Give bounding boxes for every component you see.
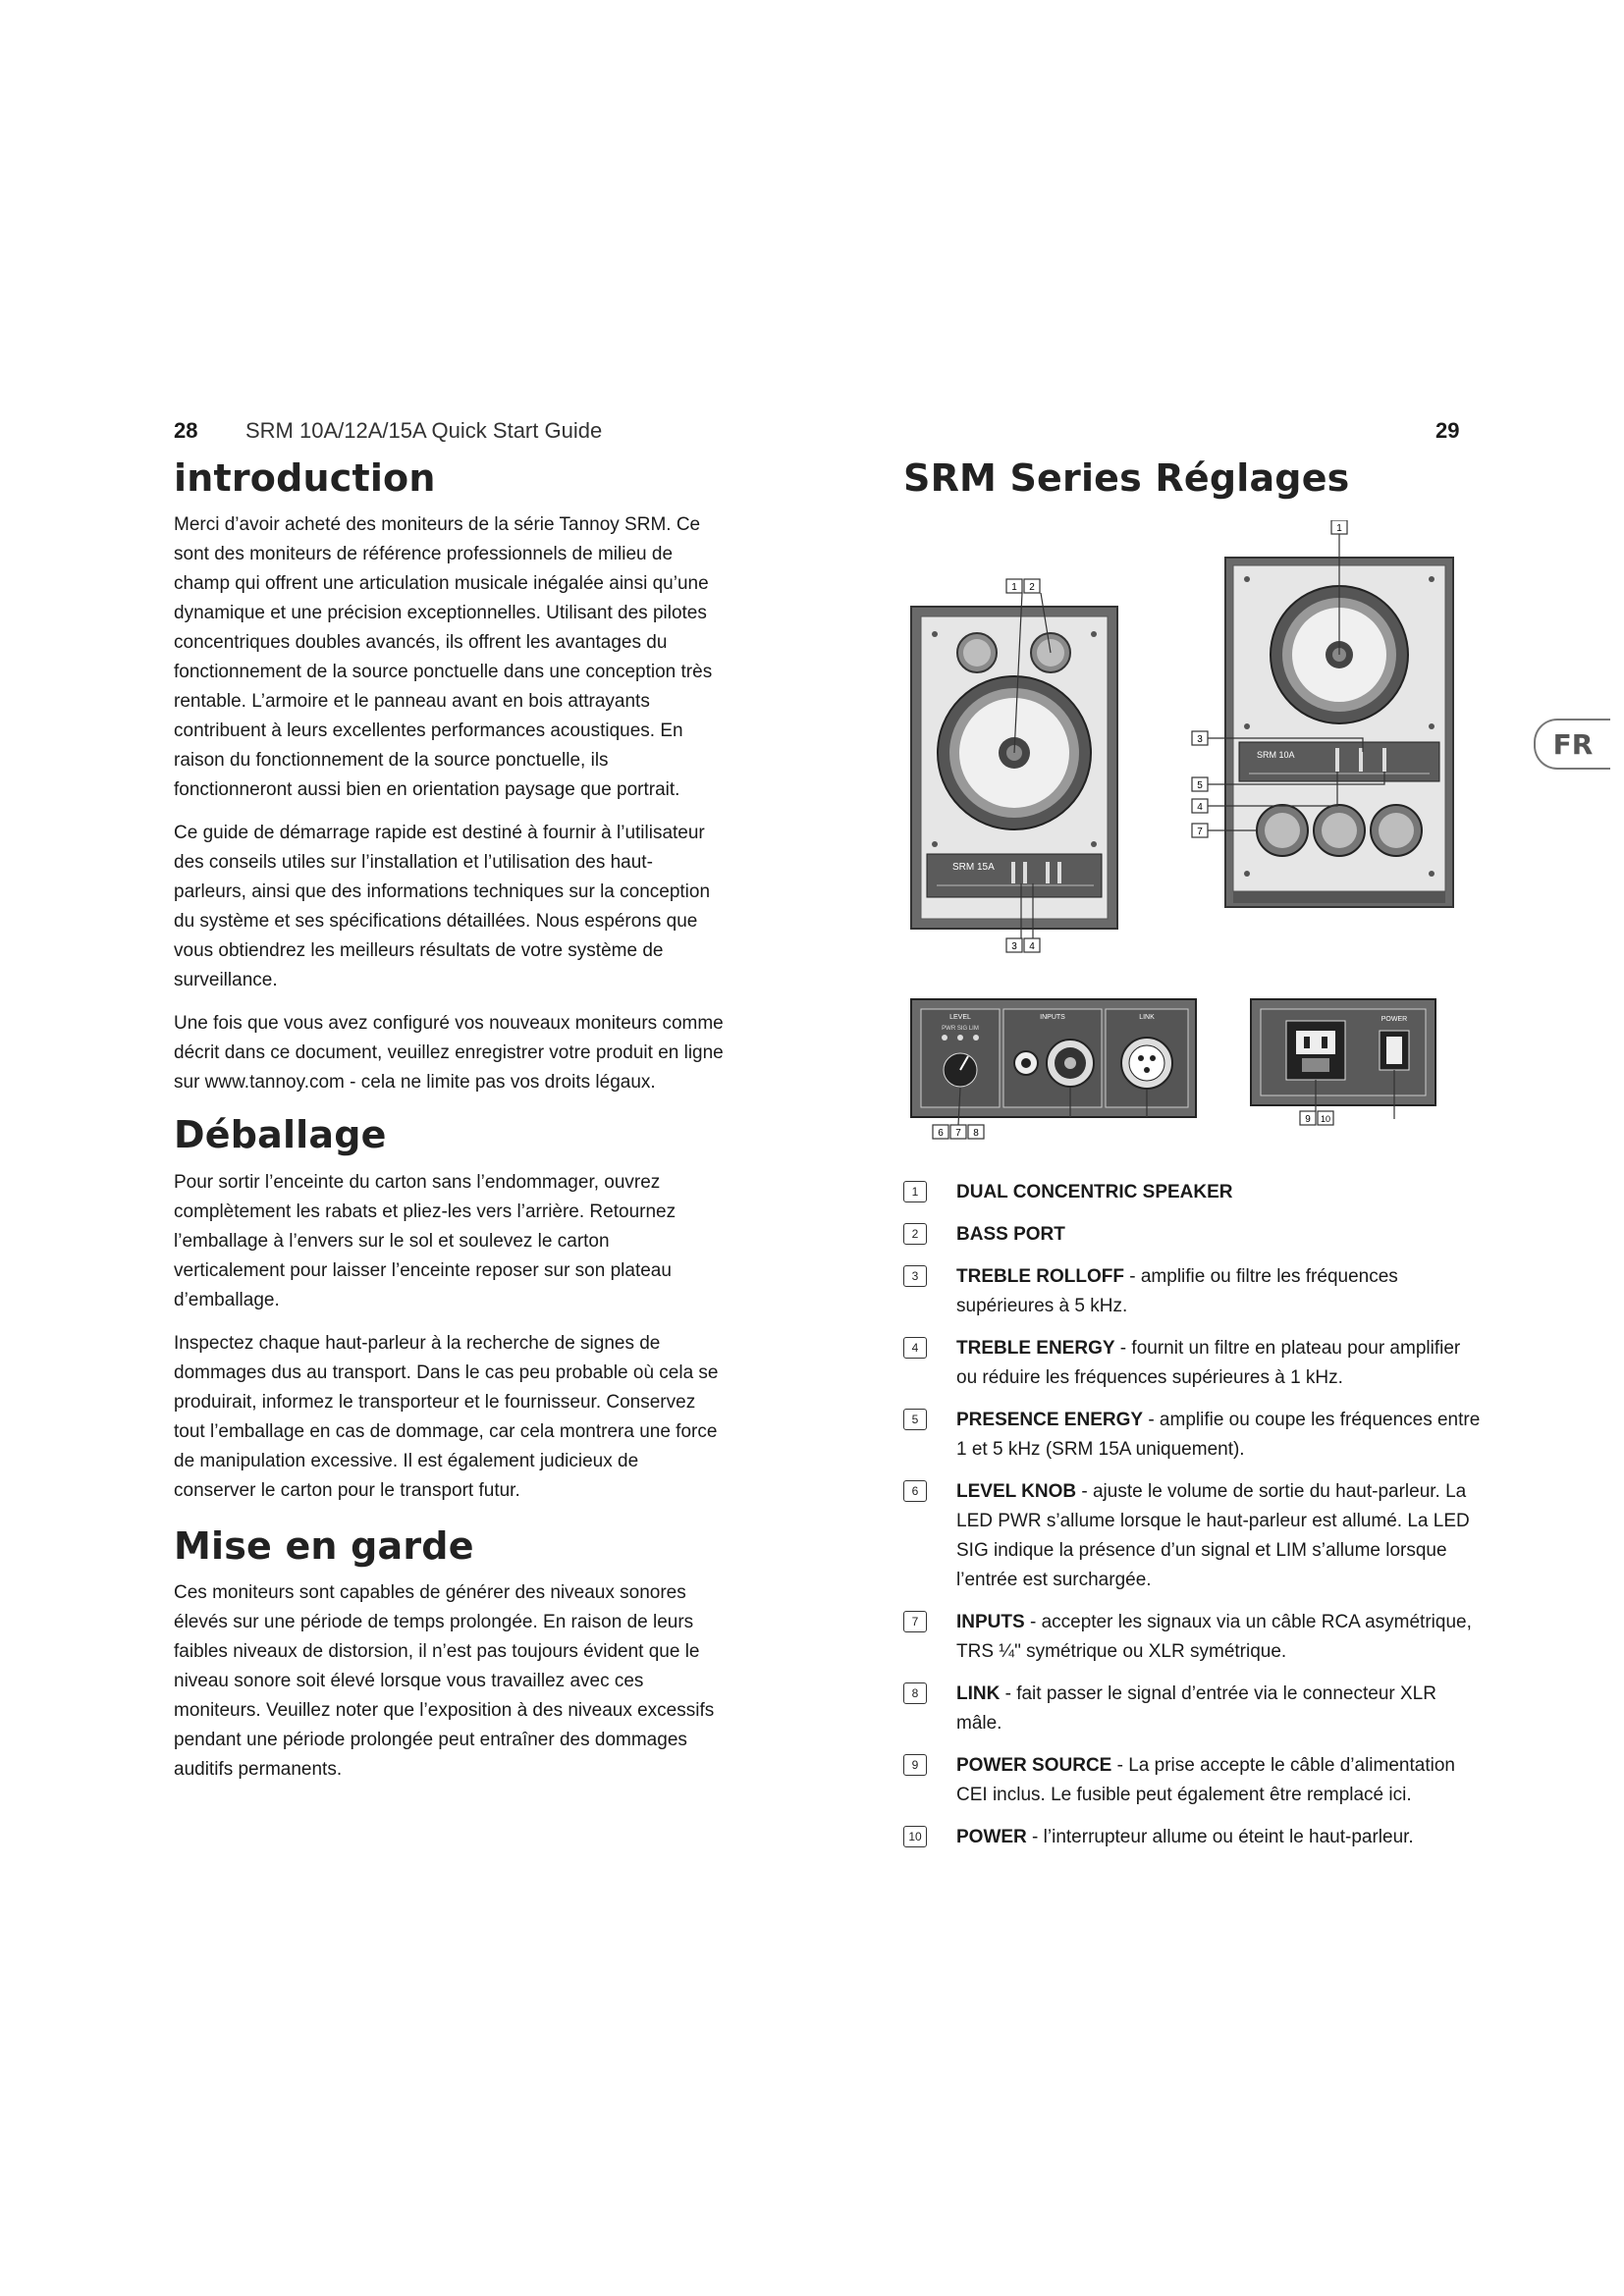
reglages-heading: SRM Series Réglages bbox=[903, 456, 1350, 500]
legend-description: - La prise accepte le câble d’alimentation CEI inclus. Le fusible peut également être remplacé ici. bbox=[956, 1755, 1455, 1805]
mise-en-garde-body bbox=[174, 1578, 724, 1785]
deballage-heading: Déballage bbox=[174, 1113, 387, 1156]
legend-item bbox=[903, 1680, 1483, 1738]
left-page-number: 28 bbox=[174, 418, 198, 443]
deballage-paragraph: Inspectez chaque haut-parleur à la recherche de signes de dommages dus au transport. Dans le cas peu probable où cela se produirait, informez le transporteur et le fournisseur. Conservez tout l’emballage en cas de dommage, car cela montrera une force de manipulation excessive. Il est également judicieux de conserver le carton pour le transport futur. bbox=[174, 1333, 719, 1501]
right-bass-port-1 bbox=[1257, 805, 1308, 856]
legend-item bbox=[903, 1406, 1483, 1465]
legend-description: - fournit un filtre en plateau pour amplifier ou réduire les fréquences supérieures à 1 kHz. bbox=[956, 1338, 1461, 1388]
legend-term: DUAL CONCENTRIC SPEAKER bbox=[956, 1182, 1233, 1202]
callout-label: 4 bbox=[1029, 941, 1035, 952]
legend-term: POWER SOURCE bbox=[956, 1755, 1112, 1776]
deballage-body bbox=[174, 1168, 724, 1506]
legend-item bbox=[903, 1477, 1483, 1595]
legend-number: 2 bbox=[903, 1223, 927, 1245]
legend-term: INPUTS bbox=[956, 1612, 1025, 1632]
callout-label: 6 bbox=[938, 1128, 944, 1139]
controls-legend bbox=[903, 1178, 1483, 1865]
level-knob bbox=[944, 1053, 977, 1087]
language-badge: FR bbox=[1534, 719, 1610, 770]
legend-item bbox=[903, 1334, 1483, 1393]
power-panel bbox=[1251, 999, 1435, 1105]
deballage-paragraph: Pour sortir l’enceinte du carton sans l’endommager, ouvrez complètement les rabats et pliez-les vers l’arrière. Retournez l’emballage à l’envers sur le sol et soulevez le carton verticalement pour laisser l’enceinte reposer sur son plateau d’emballage. bbox=[174, 1172, 677, 1310]
legend-number: 4 bbox=[903, 1337, 927, 1359]
callout-label: 7 bbox=[955, 1128, 961, 1139]
legend-item bbox=[903, 1220, 1483, 1250]
intro-paragraph: Une fois que vous avez configuré vos nouveaux moniteurs comme décrit dans ce document, veuillez enregistrer votre produit en ligne sur www.tannoy.com - cela ne limite pas vos droits légaux. bbox=[174, 1013, 724, 1093]
legend-description: - accepter les signaux via un câble RCA asymétrique, TRS ¼" symétrique ou XLR symétrique. bbox=[956, 1612, 1472, 1662]
legend-number: 6 bbox=[903, 1480, 927, 1502]
callout-label: 8 bbox=[973, 1128, 979, 1139]
legend-description: - fait passer le signal d’entrée via le connecteur XLR mâle. bbox=[956, 1683, 1436, 1734]
bass-port-left bbox=[957, 633, 997, 672]
legend-term: LINK bbox=[956, 1683, 1001, 1704]
legend-item bbox=[903, 1262, 1483, 1321]
legend-term: LEVEL KNOB bbox=[956, 1481, 1077, 1502]
legend-number: 8 bbox=[903, 1682, 927, 1704]
legend-number: 3 bbox=[903, 1265, 927, 1287]
legend-description: - l’interrupteur allume ou éteint le haut-parleur. bbox=[1026, 1827, 1414, 1847]
speaker-diagram bbox=[884, 520, 1492, 1148]
intro-paragraph: Merci d’avoir acheté des moniteurs de la série Tannoy SRM. Ce sont des moniteurs de référence professionnels de milieu de champ qui offrent une articulation musicale inégalée ainsi qu’une dynamique et une précision exceptionnelles. Utilisant des pilotes concentriques doubles avancés, ils offrent les avantages du fonctionnement de la source ponctuelle dans une conception très rentable. L’armoire et le panneau avant en bois attrayants contribuent à leurs excellentes performances acoustiques. En raison du fonctionnement de la source ponctuelle, ils fonctionneront aussi bien en orientation paysage que portrait. bbox=[174, 514, 713, 800]
introduction-body bbox=[174, 510, 724, 1097]
right-bass-port-2 bbox=[1314, 805, 1365, 856]
legend-term: TREBLE ROLLOFF bbox=[956, 1266, 1124, 1287]
callout-label: 9 bbox=[1305, 1114, 1311, 1125]
power-label: POWER bbox=[1380, 1016, 1408, 1023]
legend-item bbox=[903, 1608, 1483, 1667]
legend-number: 1 bbox=[903, 1181, 927, 1202]
legend-term: POWER bbox=[956, 1827, 1027, 1847]
callout-label: 3 bbox=[1011, 941, 1017, 952]
guide-title: SRM 10A/12A/15A Quick Start Guide bbox=[245, 418, 603, 443]
right-speaker-brand: SRM 10A bbox=[1257, 750, 1295, 760]
link-label: LINK bbox=[1139, 1014, 1155, 1021]
mise-en-garde-paragraph: Ces moniteurs sont capables de générer des niveaux sonores élevés sur une période de temps prolongée. En raison de leurs faibles niveaux de distorsion, il n’est pas toujours évident que le niveau sonore soit élevé lorsque vous travaillez avec ces moniteurs. Veuillez noter que l’exposition à des niveaux excessifs pendant une période prolongée peut entraîner des dommages auditifs permanents. bbox=[174, 1582, 715, 1780]
power-switch bbox=[1380, 1031, 1409, 1070]
callout-label: 7 bbox=[1197, 827, 1203, 837]
iec-power-socket bbox=[1286, 1021, 1345, 1080]
mise-en-garde-heading: Mise en garde bbox=[174, 1524, 474, 1568]
legend-description: - ajuste le volume de sortie du haut-parleur. La LED PWR s’allume lorsque le haut-parleur est allumé. La LED SIG indique la présence d’un signal et LIM s’allume lorsque l’entrée est surchargée. bbox=[956, 1481, 1470, 1590]
callout-label: 2 bbox=[1029, 582, 1035, 593]
legend-number: 9 bbox=[903, 1754, 927, 1776]
legend-item bbox=[903, 1751, 1483, 1810]
callout-label: 10 bbox=[1320, 1114, 1331, 1124]
callout-label: 1 bbox=[1336, 523, 1342, 534]
led-labels: PWR SIG LIM bbox=[942, 1026, 979, 1032]
left-speaker-cabinet bbox=[911, 607, 1117, 929]
legend-number: 10 bbox=[903, 1826, 927, 1847]
legend-number: 5 bbox=[903, 1409, 927, 1430]
rca-input bbox=[1014, 1051, 1038, 1075]
legend-number: 7 bbox=[903, 1611, 927, 1632]
right-bass-port-3 bbox=[1371, 805, 1422, 856]
inputs-label: INPUTS bbox=[1040, 1014, 1065, 1021]
legend-item bbox=[903, 1823, 1483, 1852]
callout-label: 1 bbox=[1011, 582, 1017, 593]
input-panel bbox=[911, 999, 1196, 1117]
right-page-number: 29 bbox=[1435, 418, 1460, 443]
callout-label: 5 bbox=[1197, 780, 1203, 791]
legend-description: - amplifie ou filtre les fréquences supérieures à 5 kHz. bbox=[956, 1266, 1398, 1316]
left-speaker-brand: SRM 15A bbox=[952, 862, 995, 873]
legend-term: PRESENCE ENERGY bbox=[956, 1410, 1144, 1430]
xlr-link-output bbox=[1121, 1038, 1172, 1089]
legend-description: - amplifie ou coupe les fréquences entre 1 et 5 kHz (SRM 15A uniquement). bbox=[956, 1410, 1481, 1460]
callout-label: 3 bbox=[1197, 734, 1203, 745]
level-label: LEVEL bbox=[949, 1014, 971, 1021]
callout-label: 4 bbox=[1197, 802, 1203, 813]
legend-item bbox=[903, 1178, 1483, 1207]
legend-term: TREBLE ENERGY bbox=[956, 1338, 1115, 1359]
legend-term: BASS PORT bbox=[956, 1224, 1065, 1245]
xlr-trs-combo-input bbox=[1047, 1040, 1094, 1087]
introduction-heading: introduction bbox=[174, 456, 436, 500]
intro-paragraph: Ce guide de démarrage rapide est destiné à fournir à l’utilisateur des conseils utiles sur l’installation et l’utilisation des haut-parleurs, ainsi que des informations techniques sur la conception du système et ses spécifications détaillées. Nous espérons que vous obtiendrez les meilleurs résultats de votre système de surveillance. bbox=[174, 823, 711, 990]
